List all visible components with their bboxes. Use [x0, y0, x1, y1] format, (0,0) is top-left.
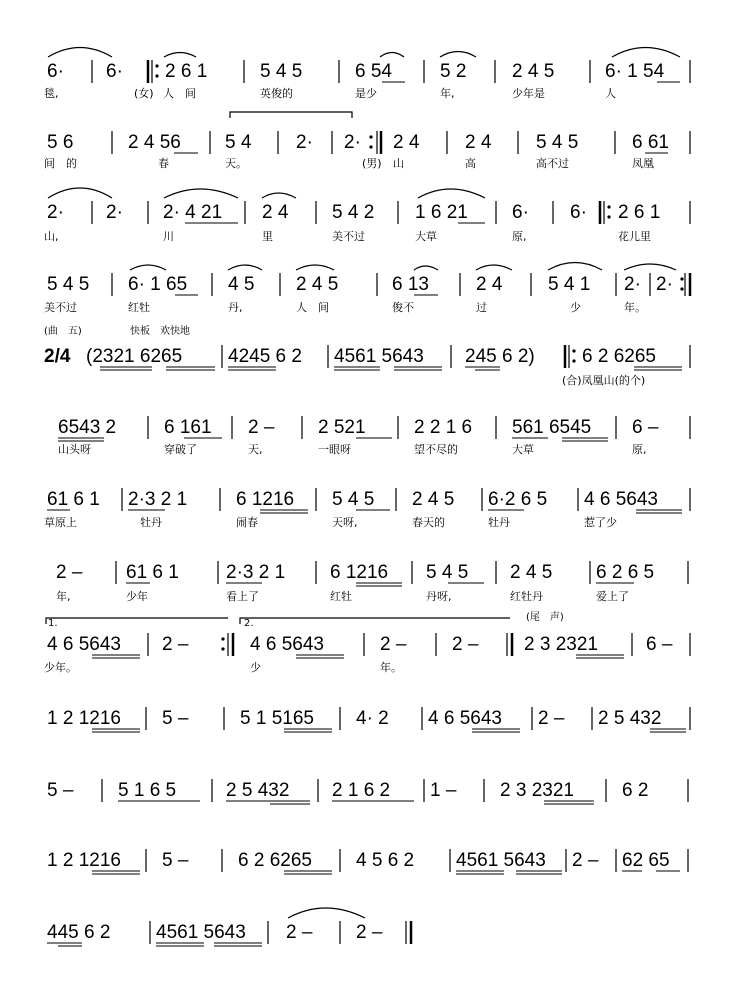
- measure-notes: 2· 4 21: [163, 202, 223, 223]
- underlines: [47, 943, 262, 946]
- measure-notes: 6 2: [622, 780, 649, 801]
- measure-notes: 5 4 1: [548, 274, 591, 295]
- system-10: [47, 707, 690, 732]
- slur: [612, 48, 680, 58]
- measure-notes: 5 –: [47, 780, 74, 801]
- measure-lyrics: 少年是: [512, 87, 545, 100]
- measure-notes: 2 3 2321: [524, 634, 598, 655]
- measure-lyrics: 草原上: [44, 516, 77, 529]
- measure-notes: 2 –: [572, 850, 599, 871]
- measure-lyrics: 牡丹: [488, 516, 510, 529]
- measure-notes: 2 –: [162, 634, 189, 655]
- section-label: (曲 五): [44, 326, 82, 337]
- measure-notes: 2 4: [465, 132, 492, 153]
- measure-notes: 2·: [344, 132, 361, 153]
- measure-lyrics: 少: [570, 301, 581, 314]
- measure-lyrics: 原,: [632, 443, 647, 456]
- repeat-dots: [221, 637, 224, 650]
- ending-1-label: 1.: [48, 618, 58, 629]
- measure-notes: 6·: [106, 61, 123, 82]
- measure-notes: 5 4 5: [260, 61, 303, 82]
- measure-lyrics: 红牡: [330, 590, 352, 603]
- measure-notes: 4· 2: [356, 708, 389, 729]
- measure-notes: 2 4 5: [296, 274, 339, 295]
- measure-notes: 2·: [656, 274, 673, 295]
- measure-lyrics: 人: [605, 87, 616, 100]
- system-6: [58, 416, 690, 456]
- measure-notes: 2·: [624, 274, 641, 295]
- measure-lyrics: 人 间: [163, 87, 196, 100]
- measure-lyrics: 年。: [624, 301, 646, 314]
- measure-notes: 61 6 1: [126, 562, 179, 583]
- measure-notes: 62 65: [622, 850, 670, 871]
- slur: [262, 193, 296, 198]
- repeat-dots: [680, 277, 683, 290]
- repeat-dots: [607, 205, 610, 218]
- measure-notes: 4561 5643: [334, 346, 424, 367]
- measure-lyrics: 丹,: [228, 301, 243, 314]
- slur: [48, 48, 112, 58]
- underlines: [92, 871, 680, 874]
- slur: [296, 265, 334, 270]
- measure-notes: 6 2 6265: [238, 850, 312, 871]
- measure-lyrics: 山头呀: [58, 443, 91, 456]
- measure-notes: 1 6 21: [415, 202, 468, 223]
- measure-lyrics: 年,: [56, 590, 71, 603]
- measure-notes: 2 4 5: [512, 61, 555, 82]
- measure-notes: 2 3 2321: [500, 780, 574, 801]
- measure-notes: 245 6 2): [465, 346, 535, 367]
- measure-notes: 2 5 432: [598, 708, 662, 729]
- measure-notes: 2 –: [380, 634, 407, 655]
- system-2: [44, 112, 690, 170]
- slur: [130, 265, 166, 270]
- measure-notes: 561 6545: [512, 417, 592, 438]
- measure-notes: 2·: [296, 132, 313, 153]
- measure-lyrics: 天,: [248, 443, 263, 456]
- system-1: [44, 48, 690, 101]
- measure-notes: 6 2 6 5: [596, 562, 655, 583]
- measure-lyrics: 高: [465, 157, 476, 170]
- measure-notes: 1 2 1216: [47, 850, 121, 871]
- measure-lyrics: 春: [158, 157, 169, 170]
- system-9: [44, 610, 690, 674]
- measure-lyrics: 少年。: [44, 661, 77, 674]
- measure-lyrics: 红牡: [128, 301, 150, 314]
- measure-notes: 2 4: [393, 132, 420, 153]
- measure-notes: 5 1 6 5: [118, 780, 177, 801]
- system-13: [47, 908, 411, 946]
- volta-1-bracket: [46, 618, 228, 624]
- measure-notes: 4 6 5643: [428, 708, 502, 729]
- measure-notes: 4 6 5643: [47, 634, 121, 655]
- measure-lyrics: 山: [393, 157, 404, 170]
- measure-notes: 6 54: [355, 61, 392, 82]
- measure-notes: 5 4 5: [536, 132, 579, 153]
- measure-lyrics: 过: [476, 301, 487, 314]
- underlines: [47, 510, 682, 513]
- measure-lyrics: 俊不: [392, 301, 414, 314]
- measure-notes: 5 4 5: [332, 489, 375, 510]
- measure-notes: 2 –: [56, 562, 83, 583]
- system-12: [47, 849, 688, 874]
- measure-notes: 2 4 5: [510, 562, 553, 583]
- measure-notes: 1 2 1216: [47, 708, 121, 729]
- underlines: [126, 583, 634, 586]
- measure-notes: 6 1216: [236, 489, 295, 510]
- measure-lyrics: 天呀,: [332, 516, 358, 529]
- phrase-bracket: [230, 112, 352, 118]
- barlines: [102, 779, 688, 802]
- slur: [418, 189, 485, 198]
- measure-lyrics: 美不过: [44, 301, 77, 314]
- measure-notes: 2·: [47, 202, 64, 223]
- measure-notes: 2 –: [452, 634, 479, 655]
- measure-notes: 5 4: [225, 132, 252, 153]
- measure-lyrics: 美不过: [332, 230, 365, 243]
- measure-lyrics: 牡丹: [140, 516, 162, 529]
- measure-notes: 6·: [570, 202, 587, 223]
- measure-lyrics: 凤凰: [632, 157, 654, 170]
- measure-notes: 5 6: [47, 132, 74, 153]
- measure-notes: 4561 5643: [456, 850, 546, 871]
- measure-notes: 2 4 5: [412, 489, 455, 510]
- measure-notes: 4 5: [228, 274, 255, 295]
- measure-notes: 2 –: [248, 417, 275, 438]
- slur: [48, 188, 112, 198]
- measure-notes: 6543 2: [58, 417, 117, 438]
- measure-notes: 2 6 1: [618, 202, 661, 223]
- measure-notes: 5 4 2: [332, 202, 375, 223]
- measure-notes: 6 161: [164, 417, 212, 438]
- system-5: [44, 324, 690, 387]
- measure-notes: 2 4: [476, 274, 503, 295]
- slur: [380, 53, 404, 58]
- measure-lyrics: 花儿里: [618, 230, 651, 243]
- volta-2-bracket: [240, 618, 510, 624]
- measure-notes: 2·3 2 1: [226, 562, 286, 583]
- measure-notes: 61 6 1: [47, 489, 100, 510]
- meter: 2/4: [44, 346, 71, 367]
- measure-lyrics: 惹了少: [584, 516, 617, 529]
- repeat-dots: [369, 135, 372, 148]
- measure-notes: 2 –: [538, 708, 565, 729]
- measure-notes: 5 1 5165: [240, 708, 314, 729]
- measure-notes: 5 2: [440, 61, 467, 82]
- underlines: [100, 367, 682, 370]
- measure-lyrics: 大草: [512, 443, 534, 456]
- slur: [548, 263, 602, 271]
- measure-notes: 2 6 1: [165, 61, 208, 82]
- slur: [624, 264, 676, 270]
- system-4: [44, 263, 690, 315]
- measure-lyrics: 人 间: [296, 301, 329, 314]
- measure-notes: 4 6 5643: [250, 634, 324, 655]
- coda-label: (尾 声): [526, 612, 564, 623]
- measure-notes: 5 4 5: [426, 562, 469, 583]
- measure-lyrics: 川: [163, 230, 174, 243]
- measure-lyrics: 少年: [126, 590, 148, 603]
- measure-lyrics: 望不尽的: [414, 443, 458, 456]
- measure-notes: 2·: [106, 202, 123, 223]
- measure-notes: 5 –: [162, 708, 189, 729]
- repeat-dots: [155, 64, 158, 77]
- measure-lyrics: 穿破了: [164, 443, 197, 456]
- slur: [476, 265, 512, 270]
- measure-notes: 6· 1 54: [605, 61, 665, 82]
- measure-notes: 2 1 6 2: [332, 780, 391, 801]
- measure-notes: 6 2 6265: [582, 346, 656, 367]
- measure-lyrics: 英俊的: [260, 87, 293, 100]
- measure-lyrics: (男): [362, 157, 382, 170]
- slur: [440, 52, 476, 58]
- measure-lyrics: 是少: [355, 87, 377, 100]
- measure-notes: 6 13: [392, 274, 429, 295]
- measure-lyrics: 天。: [225, 157, 247, 170]
- tie: [288, 908, 365, 918]
- measure-notes: 2 –: [356, 922, 383, 943]
- measure-notes: 6·: [47, 61, 64, 82]
- measure-notes: 4245 6 2: [228, 346, 302, 367]
- measure-lyrics: 红牡丹: [510, 590, 543, 603]
- measure-notes: 6·2 6 5: [488, 489, 548, 510]
- slur: [414, 266, 438, 270]
- measure-lyrics: 爱上了: [596, 590, 629, 603]
- barlines: [146, 849, 688, 872]
- measure-lyrics: (合)凤凰山(的个): [562, 374, 646, 387]
- measure-notes: 6· 1 65: [128, 274, 188, 295]
- system-7: [44, 488, 690, 529]
- measure-notes: 5 –: [162, 850, 189, 871]
- measure-lyrics: 春天的: [412, 516, 445, 529]
- measure-notes: 5 4 5: [47, 274, 90, 295]
- measure-notes: 2 521: [318, 417, 366, 438]
- slur: [228, 265, 262, 270]
- measure-notes: 4 6 5643: [584, 489, 658, 510]
- measure-lyrics: 看上了: [226, 590, 259, 603]
- measure-lyrics: 高不过: [536, 157, 569, 170]
- measure-notes: 2 5 432: [226, 780, 290, 801]
- measure-notes: 2·3 2 1: [128, 489, 188, 510]
- slur: [164, 189, 238, 198]
- repeat-dots: [572, 349, 575, 362]
- slur: [164, 53, 196, 58]
- measure-notes: 2 4 56: [128, 132, 181, 153]
- measure-notes: 6·: [512, 202, 529, 223]
- underlines: [118, 801, 594, 804]
- measure-notes: 4 5 6 2: [356, 850, 415, 871]
- measure-notes: 4561 5643: [156, 922, 246, 943]
- measure-lyrics: 里: [262, 230, 273, 243]
- system-8: [56, 561, 688, 603]
- measure-lyrics: 毯,: [44, 87, 59, 100]
- measure-notes: 6 61: [632, 132, 669, 153]
- measure-lyrics: 少: [250, 661, 261, 674]
- measure-notes: 2 4: [262, 202, 289, 223]
- measure-notes: 2 2 1 6: [414, 417, 473, 438]
- measure-notes: 6 1216: [330, 562, 389, 583]
- underlines: [92, 655, 624, 658]
- measure-lyrics: 间 的: [44, 157, 77, 170]
- measure-lyrics: 大草: [415, 230, 437, 243]
- measure-lyrics: 闹春: [236, 516, 258, 529]
- measure-notes: 2 –: [286, 922, 313, 943]
- underlines: [92, 729, 686, 732]
- tempo-label: 快板 欢快地: [130, 326, 190, 337]
- measure-lyrics: 年。: [380, 661, 402, 674]
- underlines: [58, 438, 608, 441]
- measure-notes: 1 –: [430, 780, 457, 801]
- measure-lyrics: 原,: [512, 230, 527, 243]
- ending-2-label: 2.: [244, 618, 254, 629]
- measure-lyrics: 丹呀,: [426, 590, 452, 603]
- measure-lyrics: 一眼呀: [318, 443, 351, 456]
- measure-notes: 6 –: [632, 417, 659, 438]
- measure-notes: 6 –: [646, 634, 673, 655]
- measure-notes: 445 6 2: [47, 922, 111, 943]
- measure-lyrics: 年,: [440, 87, 455, 100]
- measure-lyrics: 山,: [44, 230, 59, 243]
- system-3: [44, 188, 690, 243]
- measure-notes: (2321 6265: [86, 346, 183, 367]
- measure-lyrics: (女): [134, 87, 154, 100]
- system-11: [47, 779, 688, 804]
